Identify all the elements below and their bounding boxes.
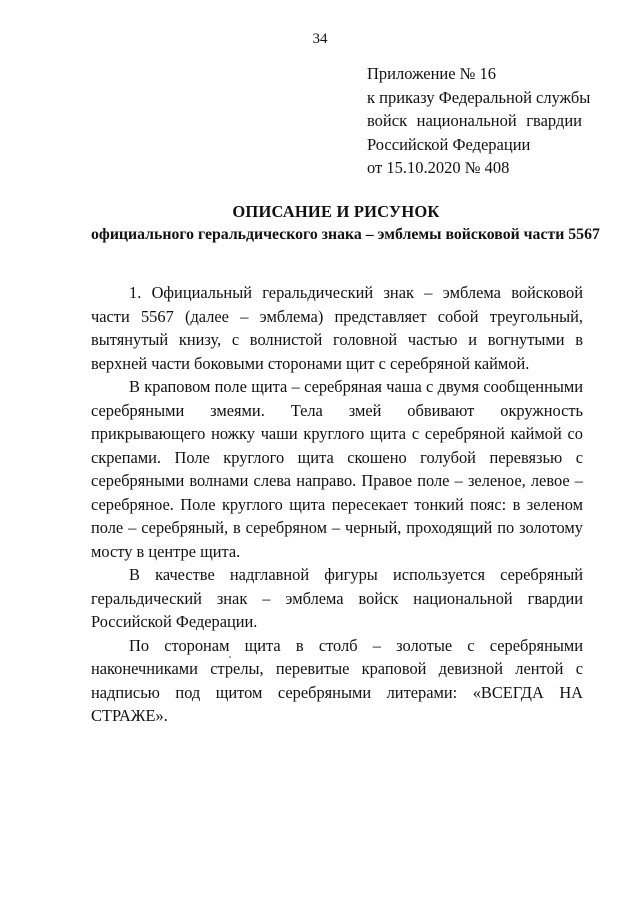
appendix-line: к приказу Федеральной службы xyxy=(367,87,591,107)
paragraph: В качестве надглавной фигуры используется серебряный геральдический знак – эмблема войск национальной гвардии Российской Федерации. xyxy=(91,565,583,631)
paragraph: По сторонам щита в столб – золотые с серебряными наконечниками стрелы, перевитые краповой девизной лентой с надписью под щитом серебряными литерами: «ВСЕГДА НА СТРАЖЕ». xyxy=(91,635,583,725)
page-number: 34 xyxy=(312,31,328,47)
document-title: ОПИСАНИЕ И РИСУНОК xyxy=(232,202,440,221)
paragraph: В краповом поле щита – серебряная чаша с двумя сообщенными серебряными змеями. Тела змей обвивают окружность прикрывающего ножку чаши круглого щита с серебряной каймой со скрепами. Поле круглого щита скошено голубой перевязью с серебряными волнами слева направо. Правое поле – зеленое, левое – серебряное. Поле круглого щита пересекает тонкий пояс: в зеленом поле – серебряный, в серебряном – черный, проходящий по золотому мосту в центре щита. xyxy=(91,377,583,561)
paragraph: 1. Официальный геральдический знак – эмблема войсковой части 5567 (далее – эмблема) представляет собой треугольный, вытянутый книзу, с волнистой головной частью и вогнутыми в верхней части боковыми сторонами щит с серебряной каймой. xyxy=(91,283,583,373)
appendix-line: Приложение № 16 xyxy=(367,64,497,83)
document-body xyxy=(91,281,583,728)
appendix-line: Российской Федерации xyxy=(367,134,531,154)
scan-speck xyxy=(229,656,231,658)
appendix-line: от 15.10.2020 № 408 xyxy=(367,158,510,177)
appendix-reference xyxy=(367,62,591,180)
document-subtitle: официального геральдического знака – эмблемы войсковой части 5567 xyxy=(91,226,600,243)
appendix-line: войск национальной гвардии xyxy=(367,111,582,130)
